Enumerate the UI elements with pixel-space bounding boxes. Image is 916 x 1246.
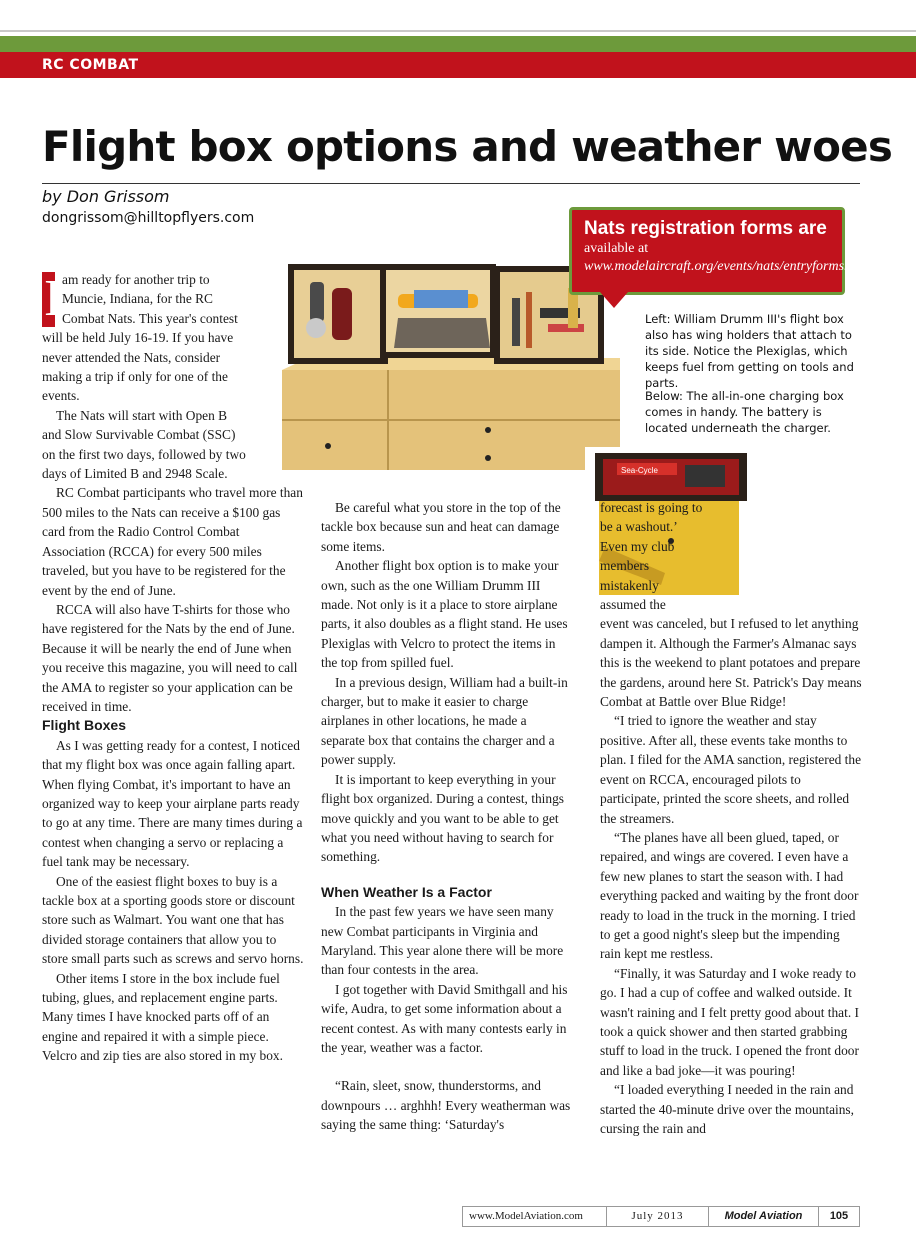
callout-lead: available at xyxy=(584,241,649,256)
callout-body xyxy=(584,240,877,276)
drop-cap: I xyxy=(44,270,62,327)
paragraph: “Rain, sleet, snow, thunderstorms, and downpours … arghhh! Every weatherman was saying the same thing: ‘Saturday's xyxy=(321,1078,571,1133)
caption-flight-box: Left: William Drumm III's flight box also has wing holders that attach to its side. Notice the Plexiglas, which keeps fuel from getting on tools and parts. xyxy=(645,312,854,390)
paragraph: Be careful what you store in the top of the tackle box because sun and heat can damage some items. xyxy=(321,500,561,554)
subhead-weather: When Weather Is a Factor xyxy=(321,883,492,900)
paragraph: I got together with David Smithgall and his wife, Audra, to get some information about a recent contest. As with many contests early in the year, weather was a factor. xyxy=(321,981,568,1055)
paragraph: Another flight box option is to make your own, such as the one William Drumm III made. Not only is it a place to store airplane parts, it also doubles as a flight stand. He uses Plexiglas with Velcro to protect the items in the top from spilled fuel. xyxy=(321,558,568,671)
paragraph-intro: I am ready for another trip to Muncie, Indiana, for the RC Combat Nats. This year's contest will be held July 16-19. If you have never attended the Nats, consider making a trip if only for one of the events. xyxy=(42,270,238,404)
byline: by Don Grissom xyxy=(42,187,170,206)
charger-label: Sea-Cycle xyxy=(621,466,658,475)
author-email: dongrissom@hilltopflyers.com xyxy=(42,210,255,226)
footer-issue-date: July 2013 xyxy=(607,1207,709,1226)
caption-charging-box: Below: The all-in-one charging box comes in handy. The battery is located underneath the charger. xyxy=(645,389,844,435)
page-footer xyxy=(462,1206,860,1227)
paragraph: “I loaded everything I needed in the rain and started the 40-minute drive over the mountains, cursing the rain and xyxy=(600,1082,854,1136)
paragraph: RC Combat participants who travel more than 500 miles to the Nats can receive a $100 gas card from the Radio Control Combat Association (RCCA) for every 500 miles traveled, but you have to be registered for the event by the end of June. xyxy=(42,485,303,598)
article-title: Flight box options and weather woes xyxy=(42,122,893,171)
paragraph: The Nats will start with Open B and Slow Survivable Combat (SSC) on the first two days, followed by two days of Limited B and 2948 Scale. xyxy=(42,407,246,482)
callout-url-link[interactable]: www.modelaircraft.org/events/nats/entryforms.aspx. xyxy=(584,259,877,274)
column-1-narrow xyxy=(42,270,246,483)
paragraph: event was canceled, but I refused to let anything dampen it. Although the Farmer's Almanac says this is the weekend to plant potatoes and prepare the gardens, around here St. Patrick's Day means Combat at Battle over Blue Ridge! xyxy=(600,616,862,710)
paragraph: RCCA will also have T-shirts for those who have registered for the Nats by the end of June. Because it will be nearly the end of June when you receive this magazine, you will need to call the AMA to register so your application can be received in time. xyxy=(42,601,298,714)
paragraph: “The planes have all been glued, taped, or repaired, and wings are covered. I even have a few new planes to start the season with. I had everything packed and waiting by the front door ready to load in the truck in the morning. I tried to get a good night's sleep but the impending rain kept me restless. xyxy=(600,829,859,962)
footer-magazine-name: Model Aviation xyxy=(709,1207,819,1226)
subhead-flight-boxes: Flight Boxes xyxy=(42,717,127,734)
paragraph: forecast is going to be a washout.’ Even my club members mistakenly assumed the xyxy=(600,500,703,613)
callout-pointer xyxy=(600,292,628,308)
green-banner xyxy=(0,36,916,52)
paragraph: In the past few years we have seen many new Combat participants in Virginia and Maryland. This year alone there will be more than four contests in the area. xyxy=(321,904,564,978)
top-rule xyxy=(0,30,916,32)
paragraph: It is important to keep everything in your flight box organized. During a contest, things move quickly and you want to be able to get what you need without having to search for something. xyxy=(321,771,564,865)
paragraph: As I was getting ready for a contest, I noticed that my flight box was once again falling apart. When flying Combat, it's important to have an organized way to keep your airplane parts ready to go at any time. There are many times during a contest when changing a servo or replacing a fuel tank may be necessary. xyxy=(42,737,303,870)
footer-page-number: 105 xyxy=(829,1210,849,1222)
footer-website-link[interactable]: www.ModelAviation.com xyxy=(463,1207,607,1226)
column-2 xyxy=(321,498,571,1135)
title-rule xyxy=(42,183,860,184)
paragraph: “Finally, it was Saturday and I woke ready to go. I had a cup of coffee and walked outside. It wasn't raining and I felt pretty good about that. I took a quick shower and then started grabbing stuff to load in the truck. I opened the front door and like a bad joke—it was pouring! xyxy=(600,965,859,1078)
paragraph: One of the easiest flight boxes to buy is a tackle box at a sporting goods store or discount store such as Walmart. You want one that has divided storage containers that allow you to store small parts such as screws and servo horns. xyxy=(42,873,304,967)
column-3 xyxy=(600,498,862,1138)
callout-title: Nats registration forms are xyxy=(584,218,827,239)
paragraph: “I tried to ignore the weather and stay positive. After all, these events take months to plan. I filed for the AMA sanction, registered the event on RCCA, encouraged pilots to participate, printed the score sheets, and rolled the streamers. xyxy=(600,713,862,826)
paragraph: In a previous design, William had a built-in charger, but to make it easier to charge airplanes in other locations, he made a separate box that contains the charger and a power supply. xyxy=(321,674,568,768)
paragraph: Other items I store in the box include fuel tubing, glues, and replacement engine parts. Many times I have knocked parts off of an engine and repaired it with a simple piece. Velcro and zip ties are also stored in my box. xyxy=(42,970,283,1064)
nats-registration-callout xyxy=(569,207,877,295)
section-label: RC COMBAT xyxy=(42,57,139,73)
column-1 xyxy=(42,270,304,1066)
